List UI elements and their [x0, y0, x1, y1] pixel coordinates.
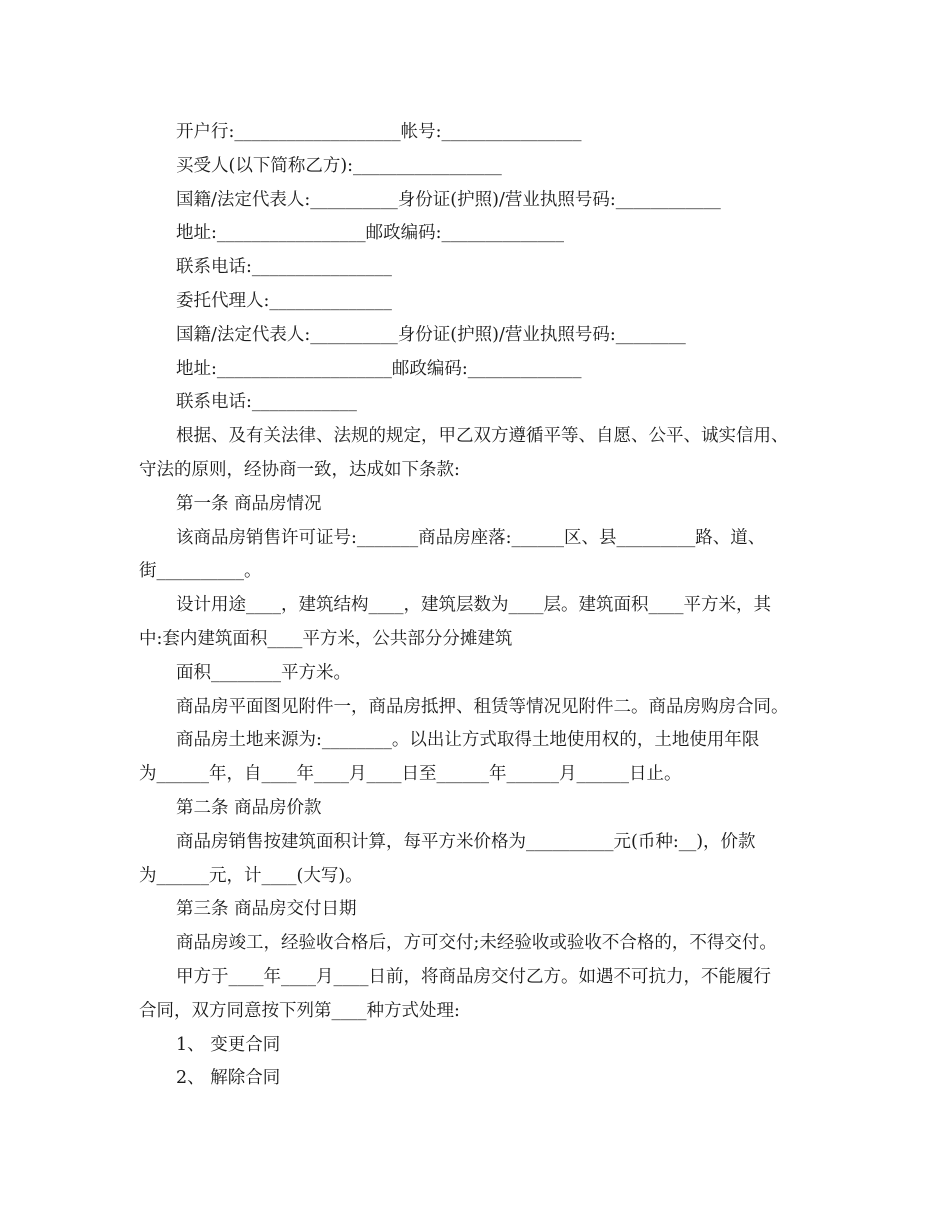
text-line: 根据、及有关法律、法规的规定，甲乙双方遵循平等、自愿、公平、诚实信用、 — [176, 426, 789, 447]
document-body — [139, 116, 819, 1096]
text-line: 商品房平面图见附件一，商品房抵押、租赁等情况见附件二。商品房购房合同。 — [176, 696, 789, 717]
list-item: 1、 变更合同 — [176, 1034, 281, 1055]
text-line: 为______元，计____(大写)。 — [139, 865, 363, 886]
text-line: 商品房竣工，经验收合格后，方可交付;未经验收或验收不合格的，不得交付。 — [176, 933, 777, 954]
article-heading: 第三条 商品房交付日期 — [176, 899, 357, 920]
text-line: 国籍/法定代表人:__________身份证(护照)/营业执照号码:____________ — [176, 189, 721, 210]
article-heading: 第二条 商品房价款 — [176, 797, 322, 818]
text-line: 面积________平方米。 — [176, 662, 351, 683]
text-line: 设计用途____，建筑结构____，建筑层数为____层。建筑面积____平方米，其 — [176, 595, 771, 616]
text-line: 合同，双方同意按下列第____种方式处理: — [139, 1000, 460, 1021]
text-line: 商品房销售按建筑面积计算，每平方米价格为__________元(币种:__)，价款 — [176, 831, 756, 852]
article-heading: 第一条 商品房情况 — [176, 493, 322, 514]
text-line: 该商品房销售许可证号:_______商品房座落:______区、县_________路、道、 — [176, 527, 766, 548]
text-line: 联系电话:________________ — [176, 257, 392, 278]
text-line: 街__________。 — [139, 561, 262, 582]
text-line: 地址:_________________邮政编码:______________ — [176, 223, 565, 244]
text-line: 守法的原则，经协商一致，达成如下条款: — [139, 459, 460, 480]
text-line: 地址:____________________邮政编码:_____________ — [176, 358, 582, 379]
text-line: 商品房土地来源为:________。以出让方式取得土地使用权的，土地使用年限 — [176, 730, 760, 751]
text-line: 中:套内建筑面积____平方米，公共部分分摊建筑 — [139, 628, 513, 649]
text-line: 委托代理人:______________ — [176, 290, 392, 311]
list-item: 2、 解除合同 — [176, 1068, 281, 1089]
text-line: 甲方于____年____月____日前，将商品房交付乙方。如遇不可抗力，不能履行 — [176, 966, 771, 987]
text-line: 联系电话:____________ — [176, 392, 357, 413]
text-line: 买受人(以下简称乙方):_________________ — [176, 155, 502, 176]
text-line: 国籍/法定代表人:__________身份证(护照)/营业执照号码:________ — [176, 324, 686, 345]
text-line: 为______年，自____年____月____日至______年______月______日止。 — [139, 764, 682, 785]
text-line: 开户行:___________________帐号:________________ — [176, 122, 582, 142]
